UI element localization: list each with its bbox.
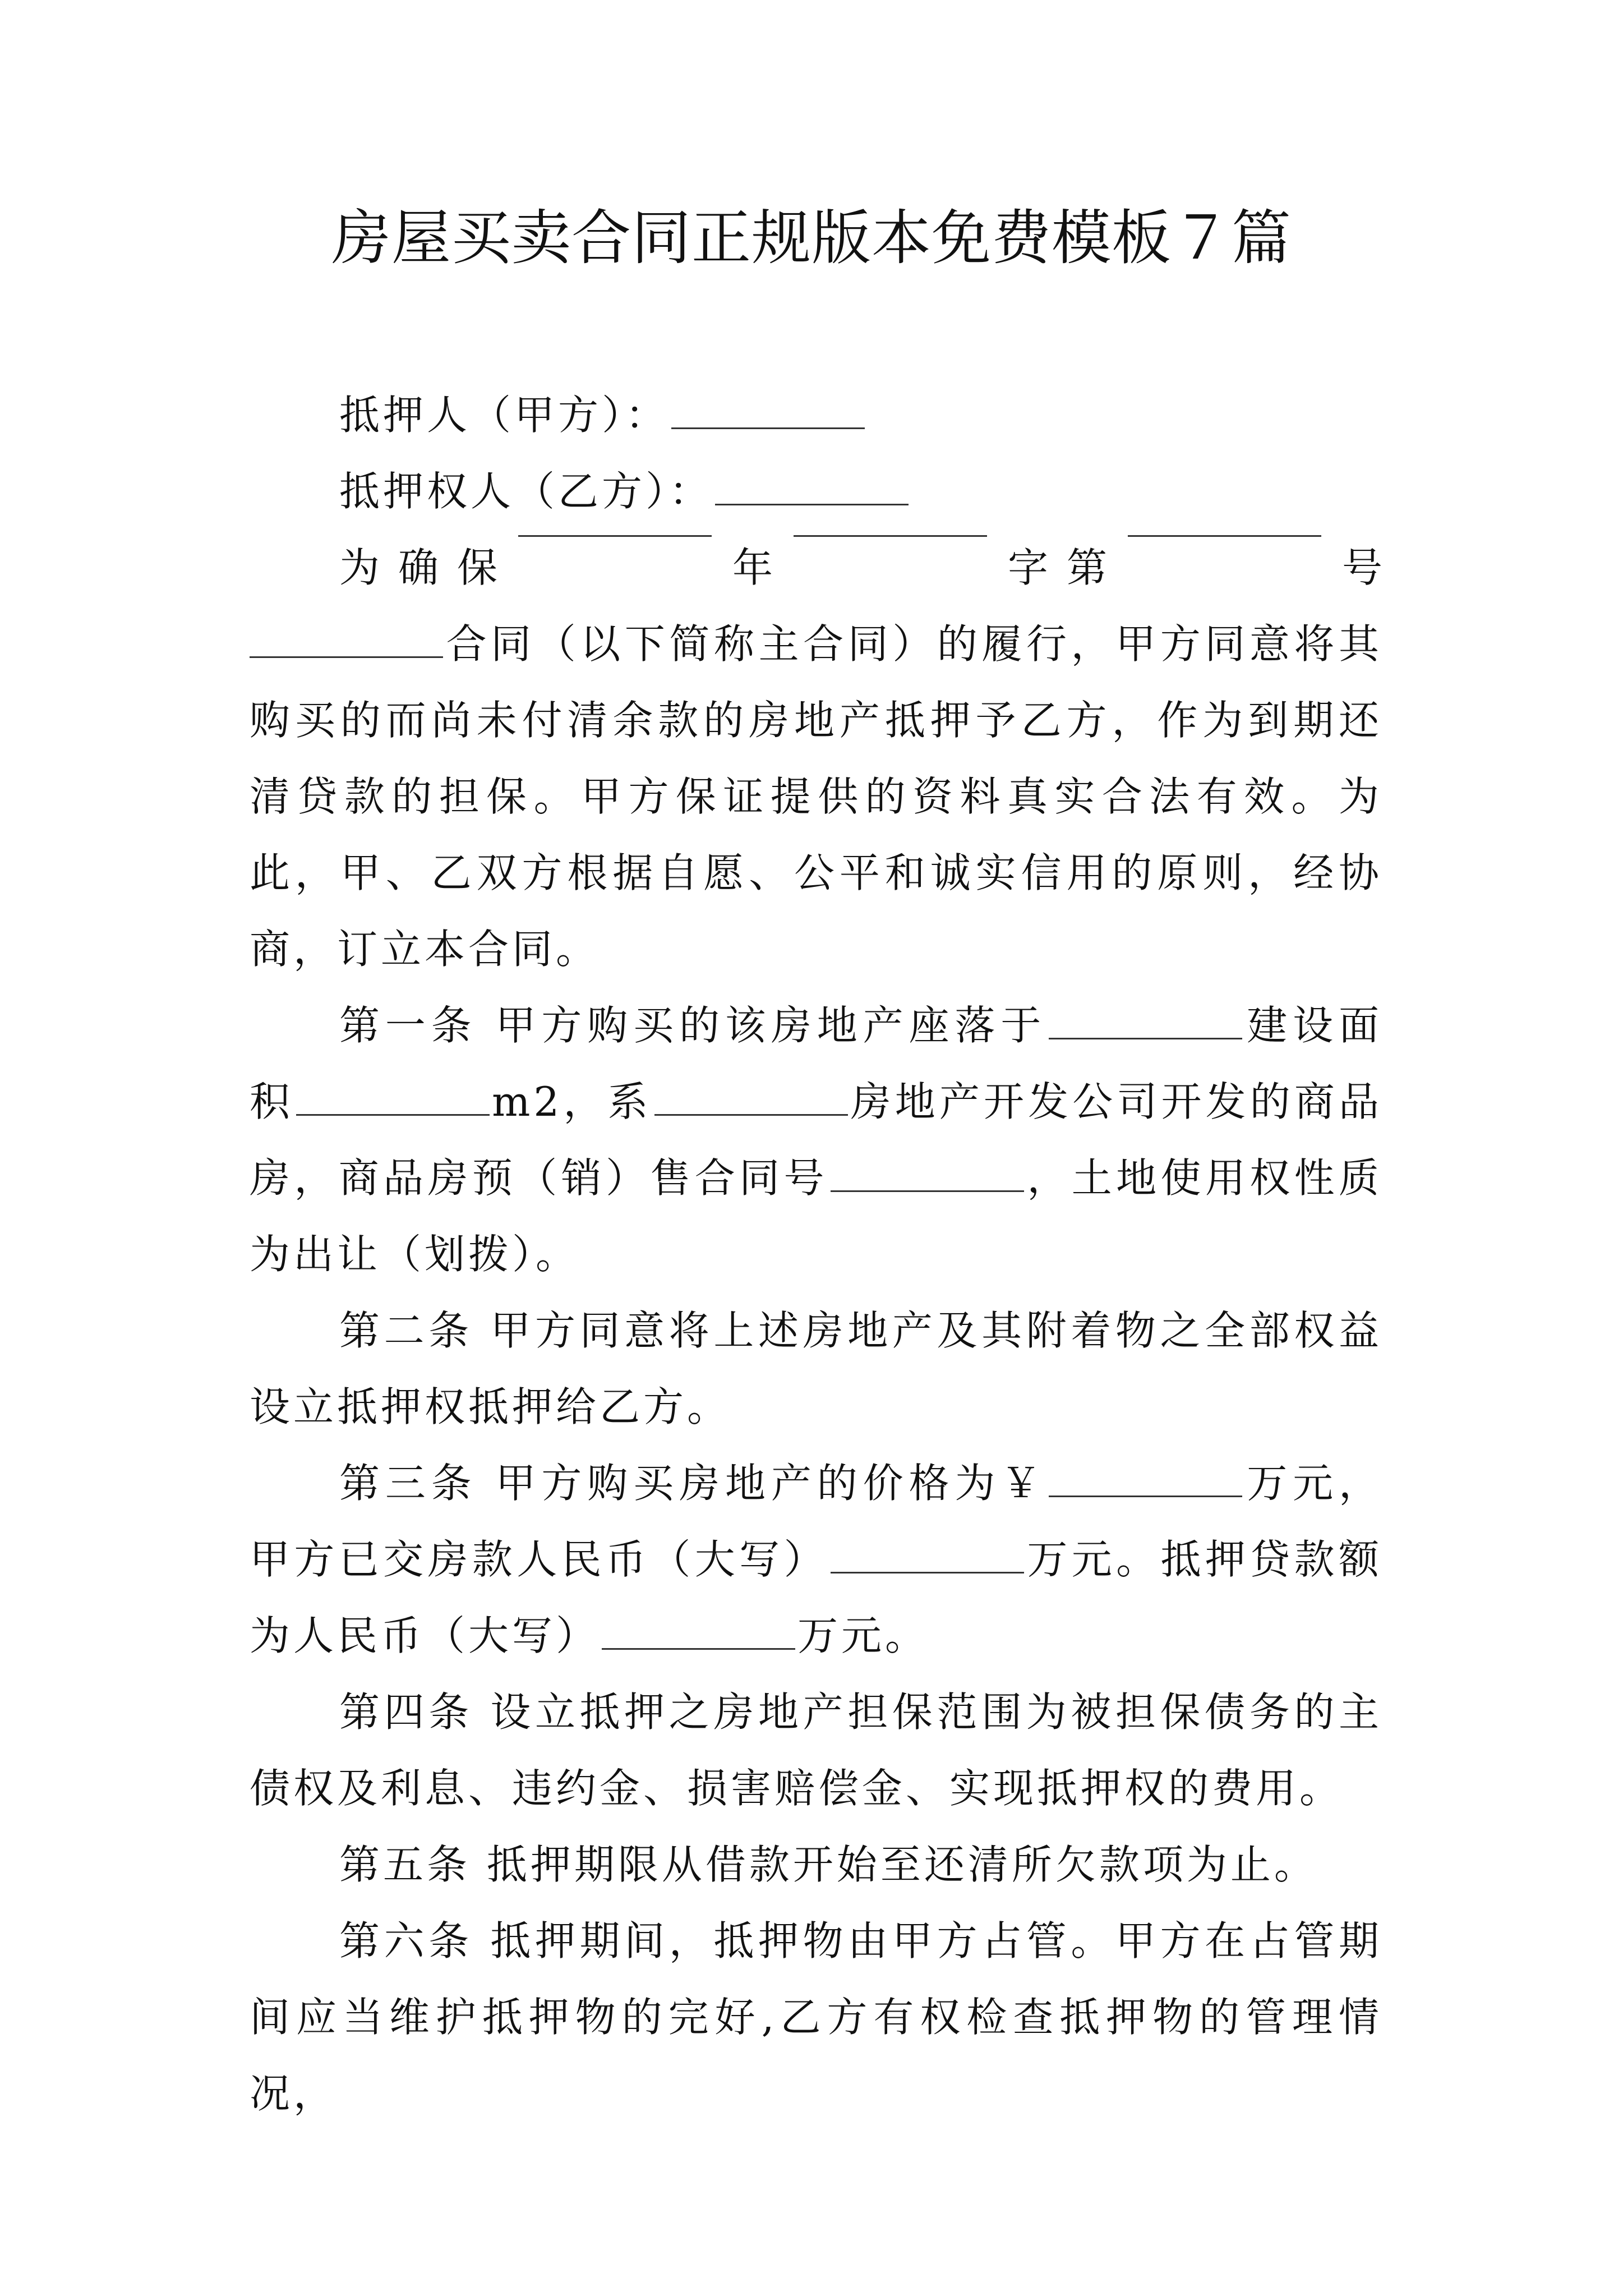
party-b-blank: [715, 498, 909, 505]
party-a-label: 抵押人（甲方）：: [339, 392, 670, 439]
intro-word: 年: [732, 544, 773, 591]
article-1-blank-location: [1049, 1032, 1242, 1039]
article-4: 第四条 设立抵押之房地产担保范围为被担保债务的主债权及利息、违约金、损害赔偿金、实现抵押权的费用。: [250, 1688, 1382, 1812]
intro-blank-1: [518, 530, 712, 537]
intro-word: 为: [339, 544, 380, 591]
party-b-line: [250, 453, 1382, 530]
intro-blank-4: [250, 651, 443, 658]
intro-blank-3: [1128, 530, 1321, 537]
article-1-blank-developer: [654, 1108, 848, 1116]
article-1: [250, 987, 1382, 1292]
article-1-text-d: 房地产开发公司开发的商品房，商品房预（销）售合同号: [250, 1078, 1382, 1202]
intro-word: 第: [1066, 544, 1107, 591]
article-3-blank-loan: [602, 1642, 795, 1650]
article-1-text-e: ，土地使用权性质为出让（划拨）。: [250, 1154, 1382, 1278]
article-5: 第五条 抵押期限从借款开始至还清所欠款项为止。: [339, 1841, 1318, 1888]
article-1-blank-area: [296, 1108, 490, 1116]
intro-blank-2: [794, 530, 987, 537]
document-body: [250, 377, 1382, 2132]
intro-word: 保: [457, 544, 498, 591]
article-3-text-a: 第三条 甲方购买房地产的价格为￥: [339, 1460, 1047, 1507]
intro-paragraph: [250, 606, 1382, 987]
article-1-text-c: m2，系: [492, 1078, 652, 1125]
article-2: 第二条 甲方同意将上述房地产及其附着物之全部权益设立抵押权抵押给乙方。: [250, 1307, 1382, 1430]
article-3-text-d: 万元。: [797, 1612, 929, 1659]
party-a-line: [250, 377, 1382, 453]
article-1-blank-contract-no: [831, 1185, 1024, 1192]
article-1-text-a: 第一条 甲方购买的该房地产座落于: [339, 1002, 1047, 1049]
intro-rest: 合同（以下简称主合同）的履行，甲方同意将其购买的而尚未付清余款的房地产抵押予乙方，作为到期还清贷款的担保。甲方保证提供的资料真实合法有效。为此，甲、乙双方根据自愿、公平和诚实信用的原则，经协商，订立本合同。: [250, 620, 1382, 973]
intro-word: 确: [398, 544, 439, 591]
party-b-label: 抵押权人（乙方）：: [339, 468, 713, 515]
intro-word: 号: [1341, 544, 1382, 591]
intro-first-line: [250, 530, 1382, 606]
article-3: [250, 1445, 1382, 1674]
article-1-text-b: 建设面积: [250, 1002, 1382, 1125]
party-a-blank: [671, 422, 865, 429]
article-3-text-b: 万元，甲方已交房款人民币（大写）: [250, 1460, 1382, 1583]
article-3-blank-price: [1049, 1490, 1242, 1497]
intro-word: 字: [1007, 544, 1048, 591]
article-3-blank-paid: [831, 1566, 1024, 1573]
document-title: 房屋买卖合同正规版本免费模板７篇: [331, 204, 1292, 273]
article-3-text-c: 万元。抵押贷款额为人民币（大写）: [250, 1536, 1382, 1659]
article-6: 第六条 抵押期间，抵押物由甲方占管。甲方在占管期间应当维护抵押物的完好,乙方有权检查抵押物的管理情况，: [250, 1917, 1382, 2117]
